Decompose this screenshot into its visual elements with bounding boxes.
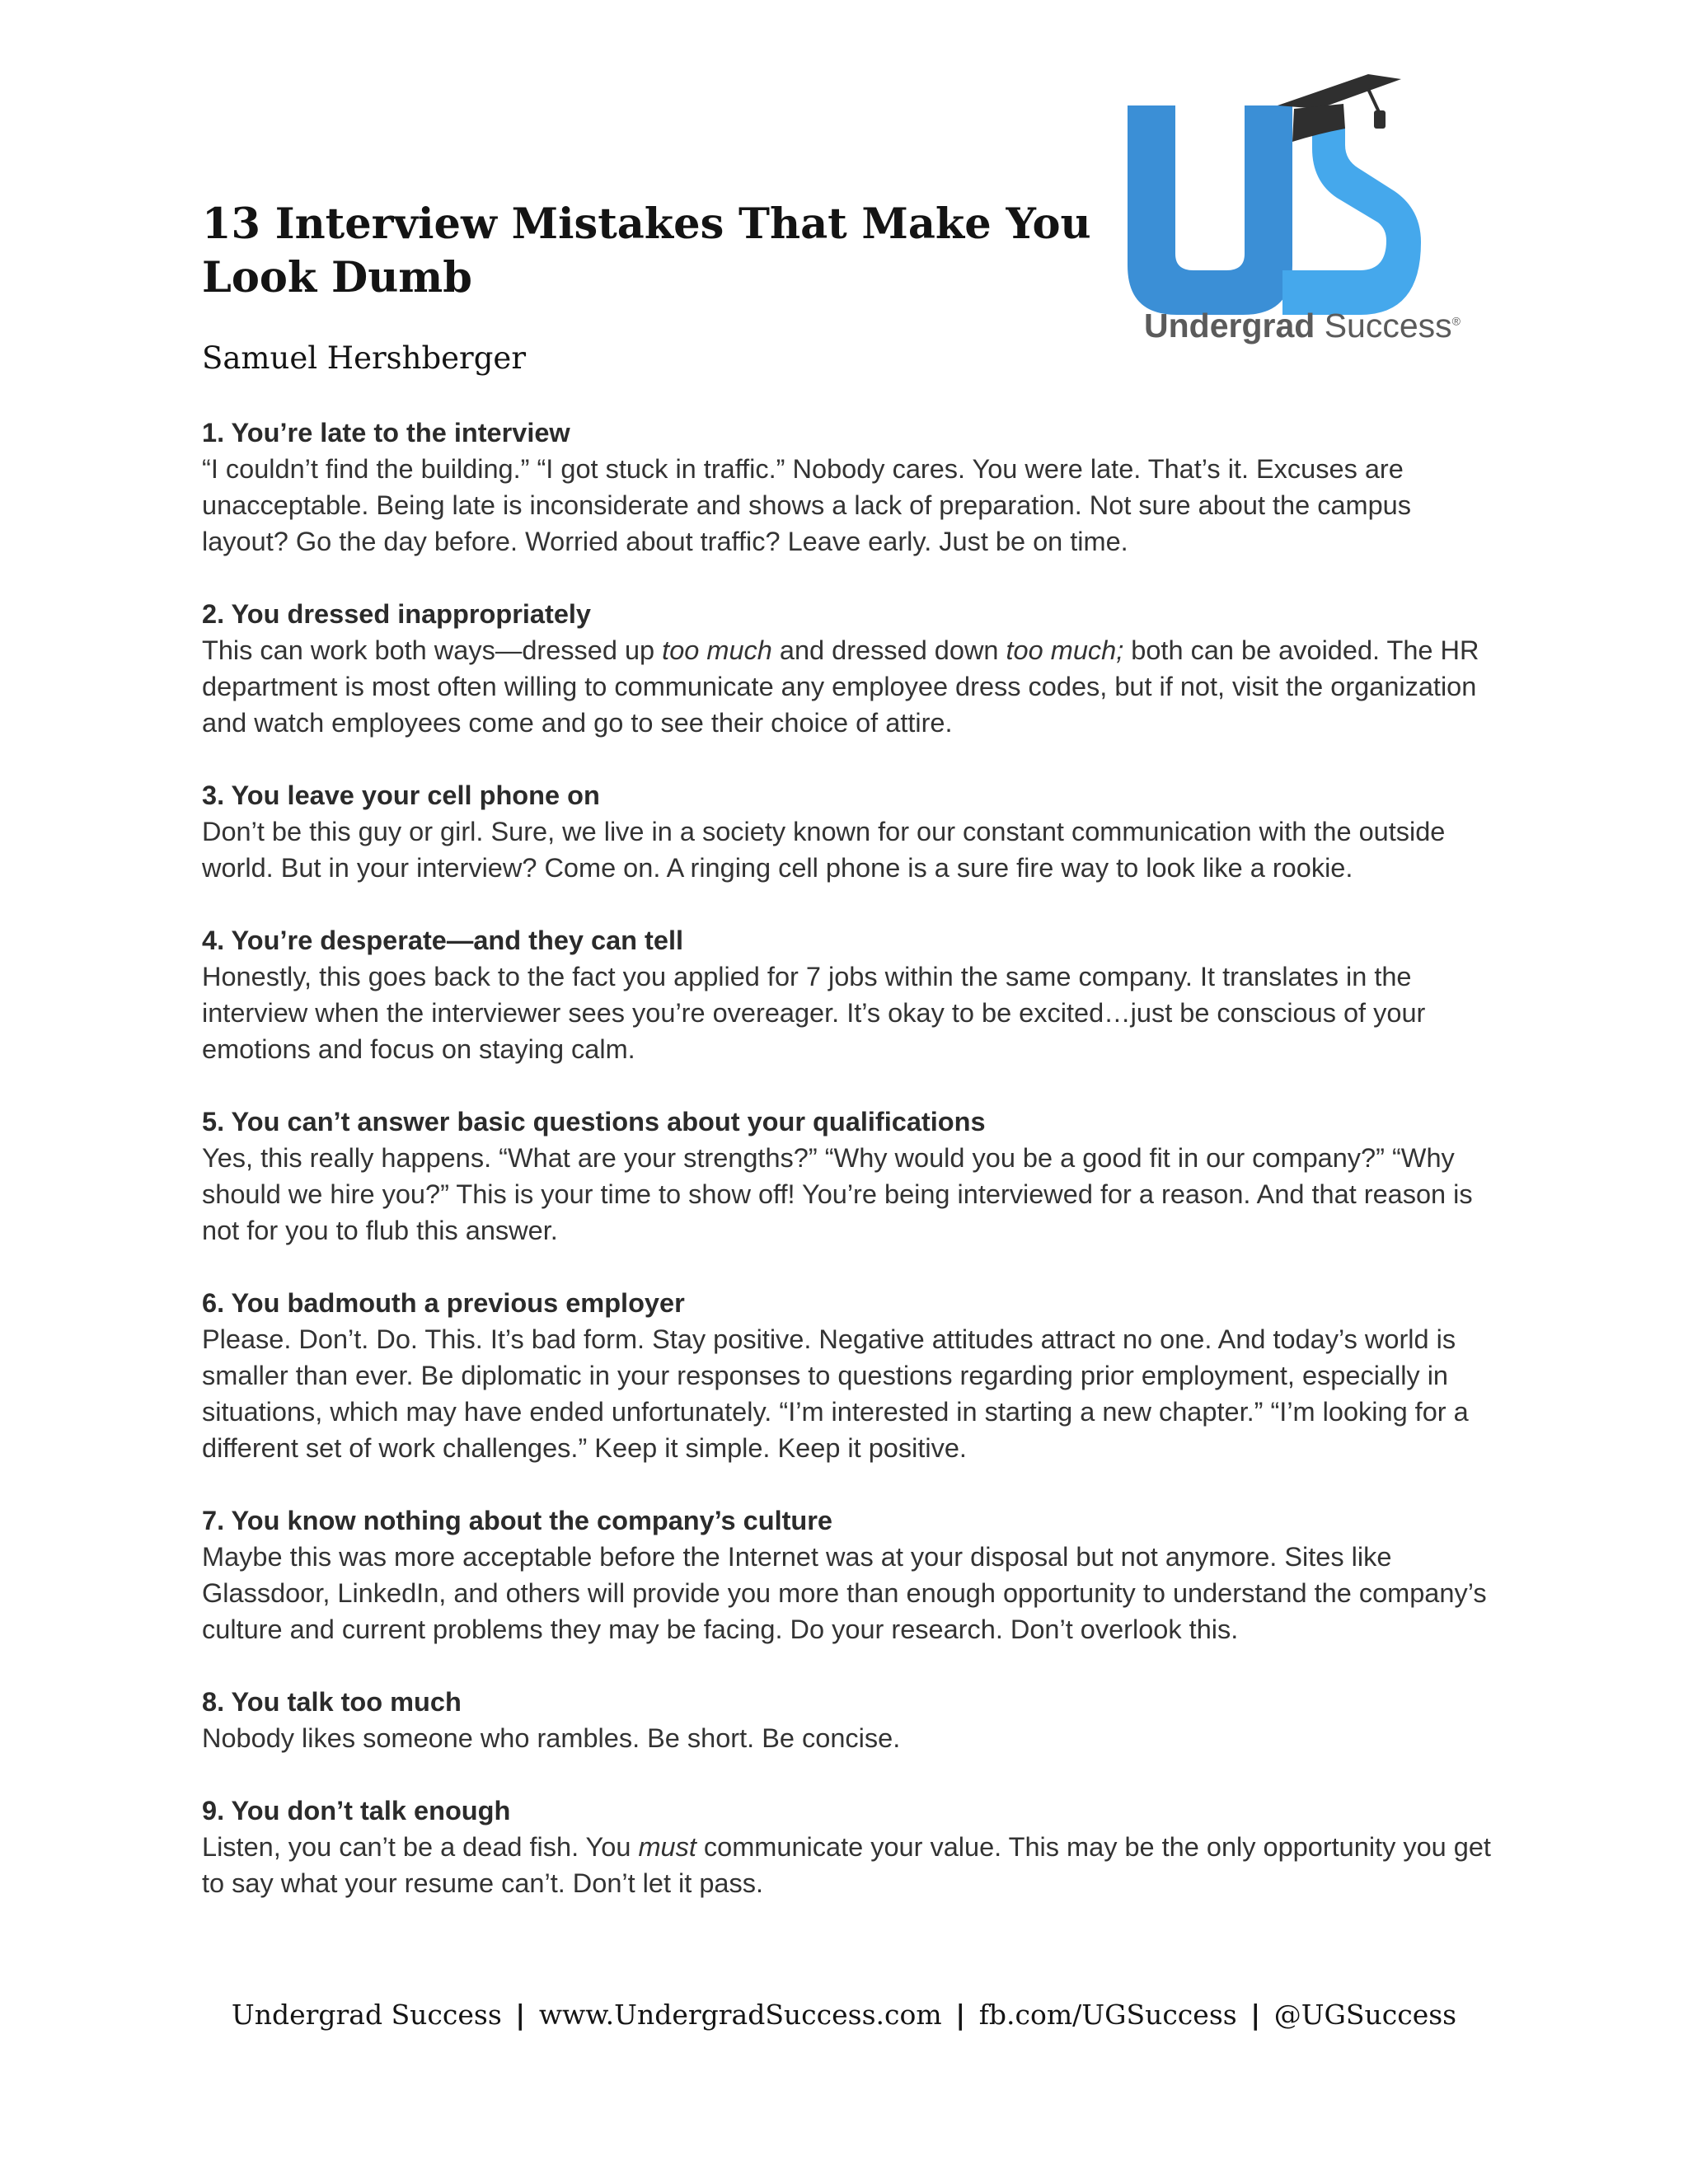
item-heading: 5. You can’t answer basic questions about your qualifications [202, 1107, 986, 1137]
item-body: Please. Don’t. Do. This. It’s bad form. Stay positive. Negative attitudes attract no one. And today’s world is smaller than ever. Be diplomatic in your responses to questions regarding prior employment, especially in situations, which may have ended unfortunately. “I’m interested in starting a new chapter.” “I’m looking for a different set of work challenges.” Keep it simple. Keep it positive. [202, 1324, 1469, 1463]
item-heading: 6. You badmouth a previous employer [202, 1288, 685, 1318]
list-item [202, 1285, 1496, 1466]
item-body: Yes, this really happens. “What are your strengths?” “Why would you be a good fit in our company?” “Why should we hire you?” This is your time to show off! You’re being interviewed for a reason. And that reason is not for you to flub this answer. [202, 1143, 1473, 1245]
list-item [202, 922, 1496, 1067]
list-item [202, 596, 1496, 741]
footer-twitter-link[interactable]: @UGSuccess [1273, 1999, 1457, 2031]
item-heading: 8. You talk too much [202, 1687, 462, 1717]
item-heading: 3. You leave your cell phone on [202, 780, 600, 810]
item-body: Maybe this was more acceptable before the Internet was at your disposal but not anymore. Sites like Glassdoor, LinkedIn, and others will provide you more than enough opportunity to understand the company’s culture and current problems they may be facing. Do your research. Don’t overlook this. [202, 1542, 1487, 1644]
list-item [202, 777, 1496, 886]
item-body: Listen, you can’t be a dead fish. You must communicate your value. This may be the only opportunity you get to say what your resume can’t. Don’t let it pass. [202, 1832, 1491, 1898]
emphasis: too much; [1006, 635, 1124, 665]
article-body [202, 415, 1496, 1938]
item-heading: 9. You don’t talk enough [202, 1796, 511, 1825]
registered-mark: ® [1451, 314, 1461, 328]
item-heading: 1. You’re late to the interview [202, 418, 570, 448]
list-item [202, 1104, 1496, 1249]
item-body: “I couldn’t find the building.” “I got stuck in traffic.” Nobody cares. You were late. That’s it. Excuses are unacceptable. Being late is inconsiderate and shows a lack of preparation. Not sure about the campus layout? Go the day before. Worried about traffic? Leave early. Just be on time. [202, 454, 1412, 556]
list-item [202, 1793, 1496, 1901]
item-heading: 2. You dressed inappropriately [202, 599, 591, 629]
list-item [202, 1684, 1496, 1756]
item-heading: 7. You know nothing about the company’s culture [202, 1506, 833, 1535]
page-footer [0, 1994, 1688, 2036]
footer-separator: | [1250, 1999, 1261, 2031]
item-heading: 4. You’re desperate—and they can tell [202, 926, 684, 955]
footer-brand: Undergrad Success [231, 1999, 502, 2031]
logo-letter-s [1282, 129, 1421, 315]
footer-separator: | [515, 1999, 526, 2031]
item-body: Nobody likes someone who rambles. Be short. Be concise. [202, 1723, 901, 1753]
footer-separator: | [955, 1999, 966, 2031]
author-name: Samuel Hershberger [202, 340, 527, 376]
logo-letter-u [1128, 105, 1292, 315]
page-title: 13 Interview Mistakes That Make You Look Dumb [202, 199, 1091, 302]
footer-website-link[interactable]: www.UndergradSuccess.com [538, 1999, 942, 2031]
item-body: Don’t be this guy or girl. Sure, we live in a society known for our constant communication with the outside world. But in your interview? Come on. A ringing cell phone is a sure fire way to look like a rookie. [202, 817, 1446, 883]
item-body: This can work both ways—dressed up too much and dressed down too much; both can be avoided. The HR department is most often willing to communicate any employee dress codes, but if not, visit the organization and watch employees come and go to see their choice of attire. [202, 635, 1479, 738]
logo-wordmark [1144, 307, 1461, 345]
emphasis: too much [662, 635, 772, 665]
footer-facebook-link[interactable]: fb.com/UGSuccess [978, 1999, 1237, 2031]
list-item [202, 1502, 1496, 1647]
emphasis: must [638, 1832, 696, 1862]
logo-name-bold: Undergrad [1144, 307, 1315, 344]
item-body: Honestly, this goes back to the fact you applied for 7 jobs within the same company. It translates in the interview when the interviewer sees you’re overeager. It’s okay to be excited…just be conscious of your emotions and focus on staying calm. [202, 962, 1426, 1064]
list-item [202, 415, 1496, 560]
logo-name-light: Success [1315, 307, 1452, 344]
